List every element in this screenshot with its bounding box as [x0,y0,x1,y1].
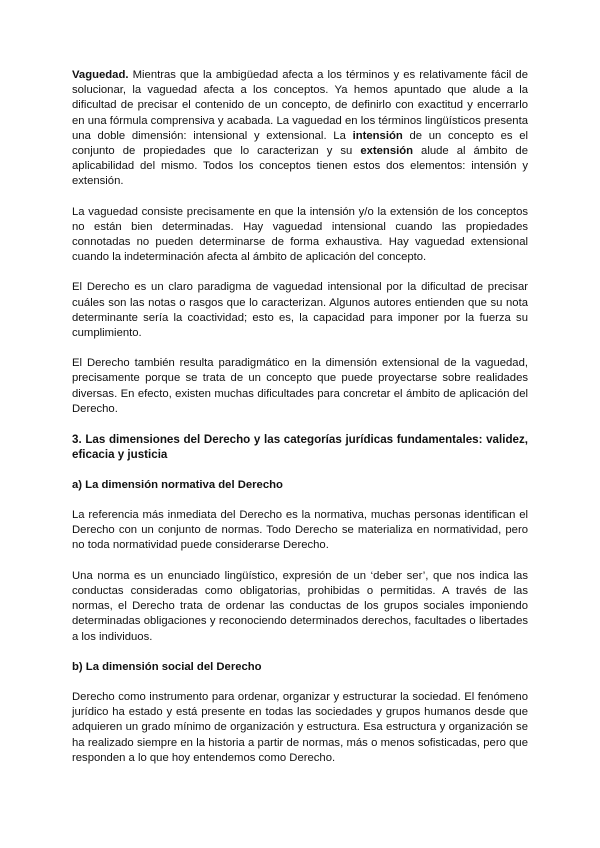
paragraph-vaguedad-intensional: El Derecho es un claro paradigma de vaguedad intensional por la dificultad de precisar cuáles son las notas o rasgos que lo caracterizan. Algunos autores entienden que su nota determinante sería la coactividad; esto es, la capacidad para imponer por la fuerza su cumplimiento. [72,281,528,340]
paragraph-text: Mientras que la ambigüedad afecta a los términos y es relativamente fácil de solucionar, la vaguedad afecta a los conceptos. Ya hemos apuntado que alude a la dificultad de precisar el contenido de un concepto, de definirlo con exactitud y encerrarlo en una fórmula comprensiva y acabada. La vaguedad en los términos lingüísticos presenta una doble dimensión: intensional y extensional. La [72,69,528,142]
paragraph-text: de un concepto es el conjunto de propiedades que lo caracterizan y su [72,129,528,158]
paragraph-vaguedad-extensional: El Derecho también resulta paradigmático en la dimensión extensional de la vaguedad, precisamente porque se trata de un concepto que puede proyectarse sobre realidades diversas. En efecto, existen muchas dificultades para concretar el ámbito de aplicación del Derecho. [72,357,528,415]
paragraph-social: Derecho como instrumento para ordenar, organizar y estructurar la sociedad. El fenómeno jurídico ha estado y está presente en todas las sociedades y grupos humanos desde que adquieren un grado mínimo de organización y estructura. Esa estructura y organización se ha realizado siempre en la historia a partir de normas, más o menos sofisticadas, pero que responden a lo que hoy entendemos como Derecho. [72,690,528,764]
paragraph-text: alude al ámbito de aplicabilidad del mismo. Todos los conceptos tienen estos dos elementos: intensión y extensión. [72,145,528,188]
term-extension: extensión [360,145,414,158]
paragraph-vaguedad-definicion: La vaguedad consiste precisamente en que la intensión y/o la extensión de los conceptos no están bien determinadas. Hay vaguedad intensional cuando las propiedades connotadas no pueden determinarse de forma exhaustiva. Hay vaguedad extensional cuando la indeterminación afecta al ámbito de aplicación del concepto. [72,205,528,264]
paragraph-vaguedad [72,68,528,190]
section-3-heading: 3. Las dimensiones del Derecho y las categorías jurídicas fundamentales: validez, eficacia y justicia [72,433,528,462]
subsection-b-heading: b) La dimensión social del Derecho [72,660,262,673]
term-vaguedad: Vaguedad. [72,69,129,81]
term-intension: intensión [352,129,403,142]
paragraph-norma: Una norma es un enunciado lingüístico, expresión de un ‘deber ser’, que nos indica las conductas consideradas como obligatorias, prohibidas o permitidas. A través de las normas, el Derecho trata de ordenar las conductas de los grupos sociales imponiendo determinadas obligaciones y reconociendo determinados derechos, facultades o libertades a los individuos. [72,569,528,643]
subsection-a-heading: a) La dimensión normativa del Derecho [72,478,283,491]
paragraph-normativa: La referencia más inmediata del Derecho es la normativa, muchas personas identifican el Derecho con un conjunto de normas. Todo Derecho se materializa en normatividad, pero no toda normatividad puede considerarse Derecho. [72,509,528,552]
